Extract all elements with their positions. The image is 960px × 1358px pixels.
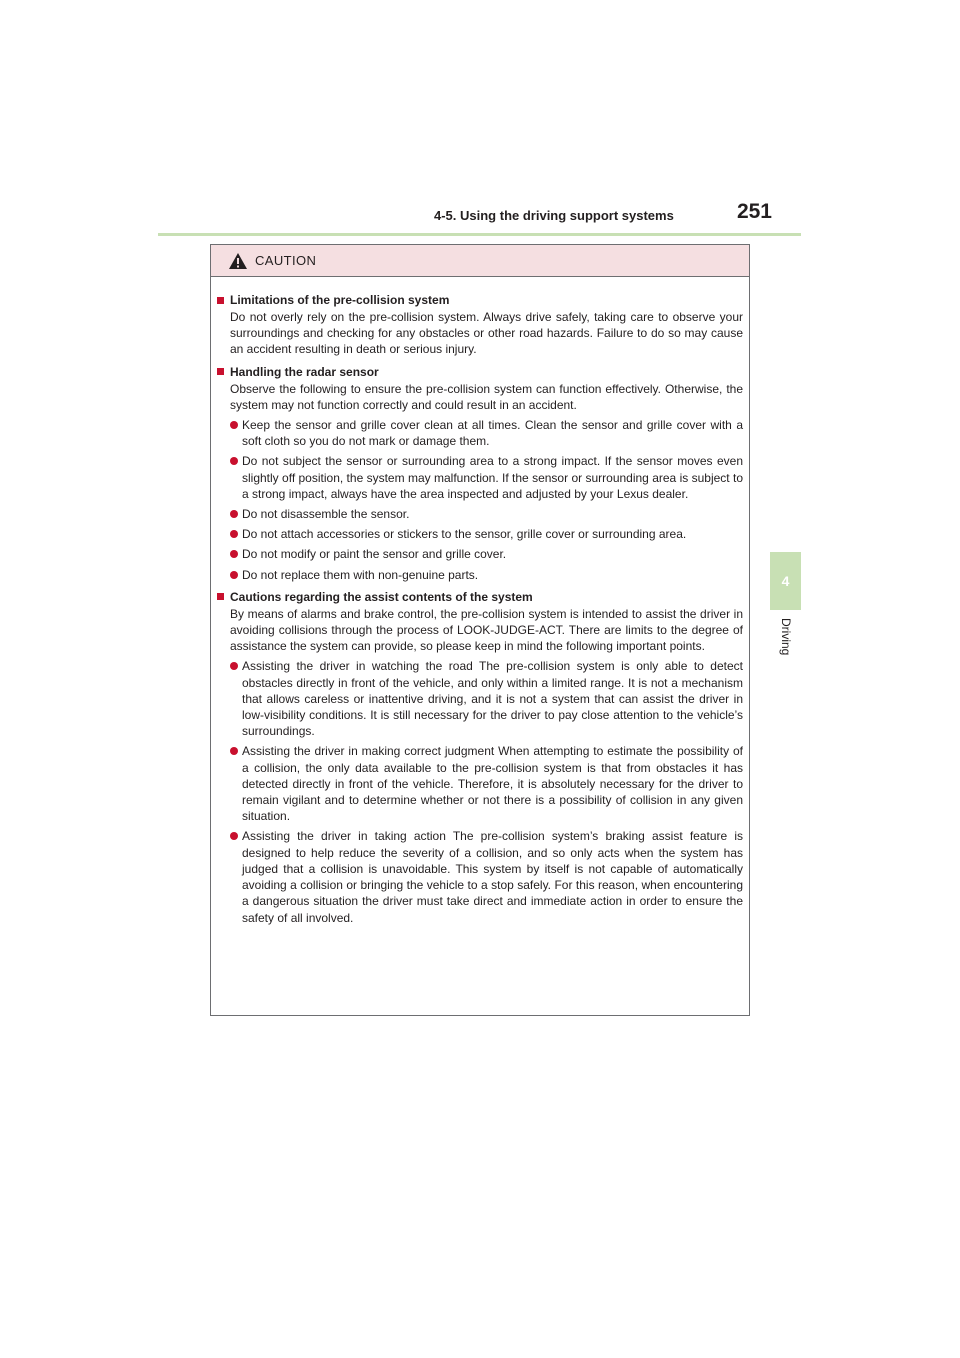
list-item-text: Keep the sensor and grille cover clean at all times. Clean the sensor and grille cover with a soft cloth so you do not mark or damage them.	[242, 418, 743, 449]
list-item	[217, 546, 743, 562]
circle-bullet-icon	[230, 421, 238, 429]
circle-bullet-icon	[230, 662, 238, 670]
list-item-text: Do not attach accessories or stickers to the sensor, grille cover or surrounding area.	[242, 527, 687, 542]
chapter-tab	[770, 552, 801, 610]
list-item-text: Assisting the driver in watching the road The pre-collision system is only able to detect obstacles directly in front of the vehicle, and only within a limited range. It is not a mechanism that allows careless or inattentive driving, and it is not a system that can assist the driver in low-visibility conditions. It is still necessary for the driver to pay close attention to the vehicle’s surroundings.	[242, 659, 743, 739]
section-heading	[217, 291, 743, 309]
header-rule	[158, 233, 801, 236]
list-item	[217, 453, 743, 502]
section-heading	[217, 363, 743, 381]
warning-triangle-icon	[228, 252, 248, 270]
list-item	[217, 506, 743, 522]
caution-body	[211, 277, 749, 926]
list-item-text: Do not replace them with non-genuine parts.	[242, 567, 479, 582]
caution-title: CAUTION	[255, 253, 317, 268]
square-bullet-icon	[217, 593, 224, 600]
section-paragraph: Do not overly rely on the pre-collision system. Always drive safely, taking care to observe your surroundings and checking for any obstacles or other road hazards. Failure to do so may cause an accident resulting in death or serious injury.	[230, 310, 743, 357]
list-item	[217, 658, 743, 739]
list-item	[217, 828, 743, 925]
circle-bullet-icon	[230, 530, 238, 538]
caution-section	[217, 363, 743, 583]
caution-box	[210, 244, 750, 1016]
list-item-text: Assisting the driver in taking action The pre-collision system’s braking assist feature is designed to help reduce the severity of a collision, and so only acts when the system has judged that a collision is unavoidable. This system by itself is not capable of automatically avoiding a collision or bringing the vehicle to a stop safely. For this reason, when encountering a dangerous situation the driver must take direct and immediate action in order to ensure the safety of all involved.	[242, 829, 743, 925]
circle-bullet-icon	[230, 832, 238, 840]
section-heading-text: Handling the radar sensor	[230, 364, 379, 379]
list-item	[217, 417, 743, 449]
circle-bullet-icon	[230, 550, 238, 558]
section-paragraph: By means of alarms and brake control, the pre-collision system is intended to assist the driver in avoiding collisions through the process of LOOK-JUDGE-ACT. There are limits to the degree of assistance the system can provide, so please keep in mind the following important points.	[230, 606, 743, 654]
list-item	[217, 526, 743, 542]
square-bullet-icon	[217, 368, 224, 375]
circle-bullet-icon	[230, 457, 238, 465]
section-heading-text: Cautions regarding the assist contents of the system	[230, 589, 533, 604]
page-header-title: 4-5. Using the driving support systems	[434, 208, 674, 223]
list-item-text: Do not disassemble the sensor.	[242, 507, 410, 522]
chapter-label: Driving	[779, 618, 793, 656]
circle-bullet-icon	[230, 510, 238, 518]
section-paragraph: Observe the following to ensure the pre-collision system can function effectively. Otherwise, the system may not function correctly and could result in an accident.	[230, 381, 743, 412]
section-heading	[217, 588, 743, 606]
list-item	[217, 567, 743, 583]
page-number: 251	[736, 200, 772, 223]
circle-bullet-icon	[230, 747, 238, 755]
list-item-text: Do not subject the sensor or surrounding area to a strong impact. If the sensor moves even slightly off position, the system may malfunction. If the sensor or surrounding area is subject to a strong impact, always have the area inspected and adjusted by your Lexus dealer.	[242, 454, 743, 501]
caution-section	[217, 291, 743, 358]
caution-section	[217, 588, 743, 926]
section-heading-text: Limitations of the pre-collision system	[230, 292, 450, 307]
list-item	[217, 743, 743, 824]
caution-header	[211, 245, 749, 277]
circle-bullet-icon	[230, 571, 238, 579]
square-bullet-icon	[217, 297, 224, 304]
chapter-number: 4	[781, 573, 790, 589]
list-item-text: Assisting the driver in making correct judgment When attempting to estimate the possibility of a collision, the only data available to the pre-collision system is that from obstacles it has detected directly in front of the vehicle. Therefore, it is absolutely necessary for the driver to remain vigilant and to determine whether or not there is a possibility of collision in any given situation.	[242, 744, 743, 824]
list-item-text: Do not modify or paint the sensor and grille cover.	[242, 547, 507, 562]
